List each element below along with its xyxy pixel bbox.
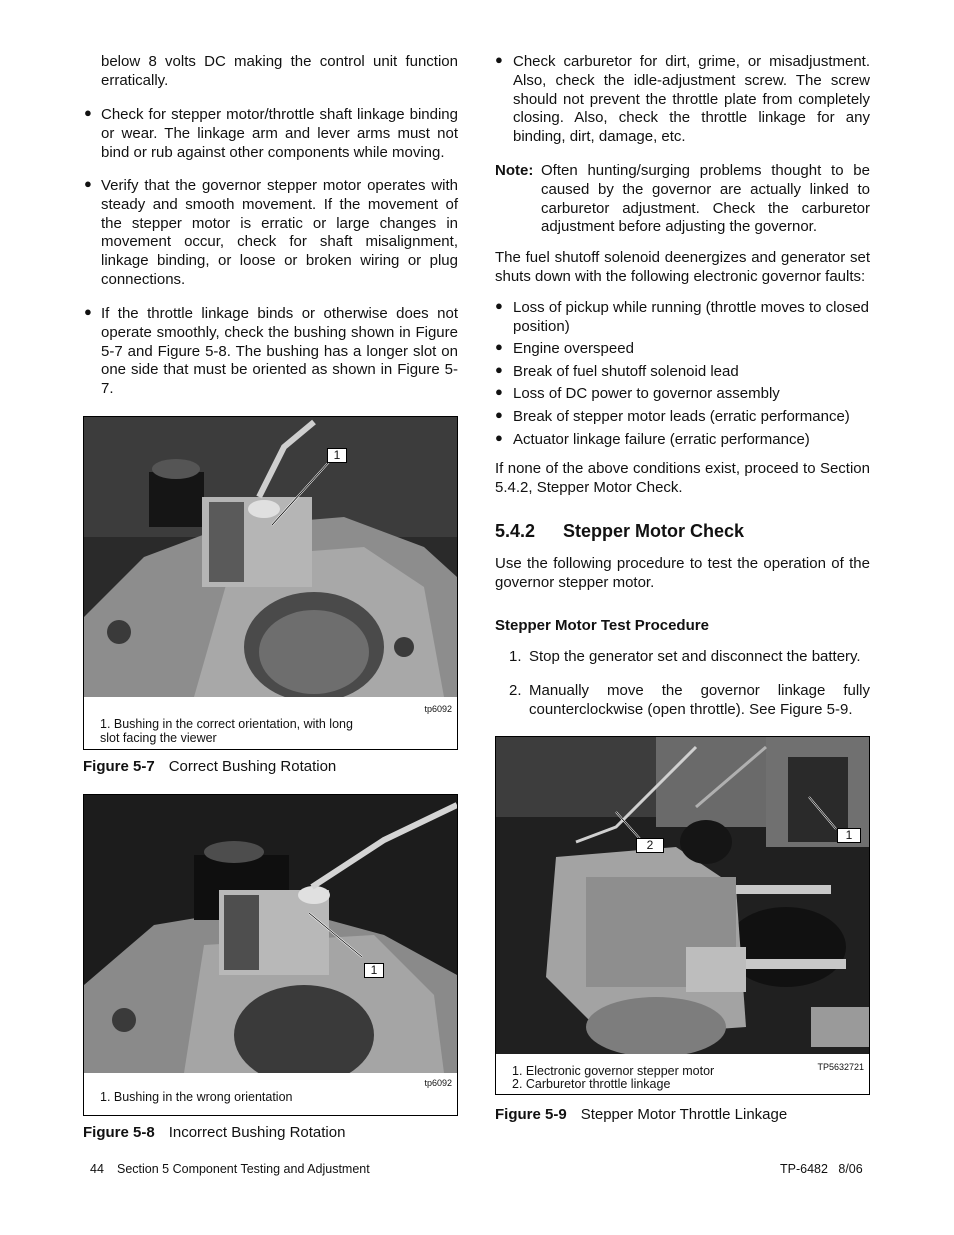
photo-id: TP5632721 (817, 1062, 864, 1072)
figure-5-8 (83, 794, 458, 1116)
bullet-icon: ● (495, 362, 503, 377)
bullet-icon: ● (84, 304, 92, 319)
figure-number: Figure 5-7 (83, 758, 155, 775)
bullet-icon: ● (495, 407, 503, 422)
step-number: 1. (509, 648, 522, 665)
section-number: 5.4.2 (495, 521, 536, 541)
photo-id: tp6092 (424, 1078, 452, 1088)
left-bullet-2: Verify that the governor stepper motor operates with steady and smooth movement. If the movement of the stepper motor is erratic or large changes in movement occur, check for shaft misalignment, linkage binding, or loose or broken wiring or plug connections. (101, 177, 458, 288)
procedure-title: Stepper Motor Test Procedure (495, 617, 709, 634)
photo-stepper-linkage (496, 737, 869, 1054)
bullet-icon: ● (84, 105, 92, 120)
bullet-icon: ● (495, 52, 503, 67)
figure-5-7 (83, 416, 458, 750)
callout-1: 1 (364, 963, 384, 978)
bullet-icon: ● (495, 384, 503, 399)
fault-item: Break of fuel shutoff solenoid lead (513, 363, 739, 380)
callout-2: 2 (636, 838, 664, 853)
figure-caption: 1. Bushing in the wrong orientation (100, 1090, 293, 1104)
bullet-icon: ● (495, 430, 503, 445)
bullet-icon: ● (84, 176, 92, 191)
left-cont-para: below 8 volts DC making the control unit function erratically. (101, 53, 458, 89)
proceed-para: If none of the above conditions exist, proceed to Section 5.4.2, Stepper Motor Check. (495, 460, 870, 496)
figure-caption-2: 2. Carburetor throttle linkage (512, 1077, 671, 1091)
fault-item: Actuator linkage failure (erratic performance) (513, 431, 810, 448)
left-bullet-1: Check for stepper motor/throttle shaft linkage binding or wear. The linkage arm and lever arms must not bind or rub against other components while moving. (101, 106, 458, 161)
callout-1: 1 (837, 828, 861, 843)
figure-title: Stepper Motor Throttle Linkage (580, 1106, 788, 1123)
figure-title: Incorrect Bushing Rotation (168, 1124, 346, 1141)
photo-wrong-bushing (84, 795, 457, 1073)
bullet-icon: ● (495, 298, 503, 313)
callout-1: 1 (327, 448, 347, 463)
fault-item: Engine overspeed (513, 340, 634, 357)
photo-id: tp6092 (424, 704, 452, 714)
note-text: Often hunting/surging problems thought to be caused by the governor are actually linked to carburetor adjustment. Check the carburetor adjustment before adjusting the governor. (541, 162, 870, 236)
bullet-icon: ● (495, 339, 503, 354)
figure-number: Figure 5-9 (495, 1106, 567, 1123)
photo-correct-bushing (84, 417, 457, 697)
fault-item: Break of stepper motor leads (erratic performance) (513, 408, 850, 425)
fault-item: Loss of DC power to governor assembly (513, 385, 780, 402)
figure-5-9-label (495, 1106, 787, 1123)
page-number: 44 (90, 1162, 104, 1176)
section-title: Stepper Motor Check (563, 521, 745, 541)
figure-number: Figure 5-8 (83, 1124, 155, 1141)
footer-doc-id: TP-6482 8/06 (780, 1162, 863, 1176)
footer-section: Section 5 Component Testing and Adjustment (117, 1162, 370, 1176)
right-bullet-carb: Check carburetor for dirt, grime, or misadjustment. Also, check the idle-adjustment screw. The screw should not prevent the throttle plate from completely closing. Also, check the throttle linkage for any binding, dirt, damage, etc. (513, 53, 870, 146)
step-number: 2. (509, 682, 522, 699)
step-text: Stop the generator set and disconnect the battery. (529, 648, 861, 665)
step-text: Manually move the governor linkage fully counterclockwise (open throttle). See Figure 5-9. (529, 682, 870, 718)
figure-caption-1: 1. Electronic governor stepper motor (512, 1064, 715, 1078)
figure-title: Correct Bushing Rotation (168, 758, 337, 775)
section-intro: Use the following procedure to test the operation of the governor stepper motor. (495, 555, 870, 591)
left-bullet-3: If the throttle linkage binds or otherwise does not operate smoothly, check the bushing shown in Figure 5-7 and Figure 5-8. The bushing has a longer slot on one side that must be oriented as shown in Figure 5-7. (101, 305, 458, 398)
figure-caption: 1. Bushing in the correct orientation, with long slot facing the viewer (100, 717, 353, 745)
figure-5-9 (495, 736, 870, 1095)
figure-5-8-label (83, 1124, 345, 1141)
figure-5-7-label (83, 758, 336, 775)
fuel-shutoff-para: The fuel shutoff solenoid deenergizes and generator set shuts down with the following electronic governor faults: (495, 249, 870, 285)
note-label: Note: (495, 162, 534, 179)
fault-item: Loss of pickup while running (throttle moves to closed position) (513, 299, 870, 335)
